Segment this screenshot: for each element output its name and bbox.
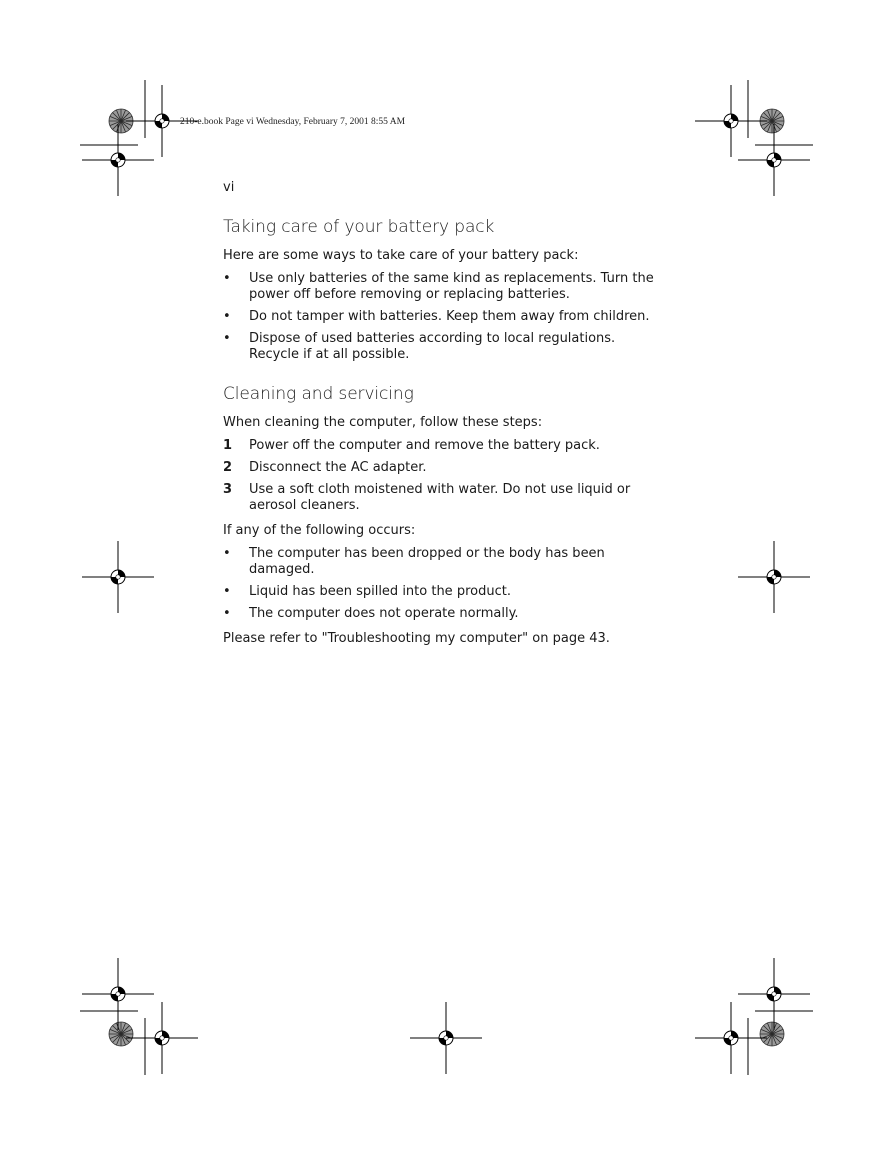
occurs-intro: If any of the following occurs: bbox=[223, 523, 416, 538]
list-item bbox=[223, 460, 663, 476]
list-item bbox=[223, 606, 663, 622]
bullet-icon: • bbox=[223, 606, 231, 621]
step-number: 2 bbox=[223, 460, 233, 475]
print-slug: 210-e.book Page vi Wednesday, February 7, 2001 8:55 AM bbox=[180, 117, 406, 127]
page-number: vi bbox=[223, 180, 235, 195]
list-item bbox=[223, 482, 663, 514]
battery-heading: Taking care of your battery pack bbox=[223, 217, 495, 237]
list-item bbox=[223, 331, 663, 363]
list-item-text: The computer has been dropped or the body has been damaged. bbox=[249, 546, 605, 577]
step-text: Power off the computer and remove the battery pack. bbox=[249, 438, 600, 453]
cleaning-steps-list bbox=[223, 438, 663, 514]
step-number: 1 bbox=[223, 438, 233, 453]
bullet-icon: • bbox=[223, 584, 231, 599]
list-item bbox=[223, 546, 663, 578]
list-item-text: Do not tamper with batteries. Keep them away from children. bbox=[249, 309, 650, 324]
battery-intro: Here are some ways to take care of your battery pack: bbox=[223, 248, 579, 263]
step-text: Disconnect the AC adapter. bbox=[249, 460, 427, 475]
list-item bbox=[223, 438, 663, 454]
cleaning-intro: When cleaning the computer, follow these steps: bbox=[223, 415, 543, 430]
bullet-icon: • bbox=[223, 309, 231, 324]
battery-tips-list bbox=[223, 271, 663, 363]
list-item-text: Liquid has been spilled into the product. bbox=[249, 584, 511, 599]
step-number: 3 bbox=[223, 482, 233, 497]
bullet-icon: • bbox=[223, 271, 231, 286]
bullet-icon: • bbox=[223, 546, 231, 561]
list-item-text: The computer does not operate normally. bbox=[249, 606, 519, 621]
bullet-icon: • bbox=[223, 331, 231, 346]
list-item-text: Dispose of used batteries according to local regulations. Recycle if at all possible. bbox=[249, 331, 616, 362]
troubleshooting-reference: Please refer to "Troubleshooting my computer" on page 43. bbox=[223, 631, 610, 646]
occurs-list bbox=[223, 546, 663, 622]
cleaning-heading: Cleaning and servicing bbox=[223, 384, 414, 404]
list-item bbox=[223, 584, 663, 600]
list-item-text: Use only batteries of the same kind as replacements. Turn the power off before removing or replacing batteries. bbox=[249, 271, 654, 302]
battery-section bbox=[223, 216, 663, 363]
step-text: Use a soft cloth moistened with water. Do not use liquid or aerosol cleaners. bbox=[249, 482, 631, 513]
list-item bbox=[223, 271, 663, 303]
cleaning-section bbox=[223, 383, 663, 647]
page-body bbox=[223, 216, 663, 654]
list-item bbox=[223, 309, 663, 325]
